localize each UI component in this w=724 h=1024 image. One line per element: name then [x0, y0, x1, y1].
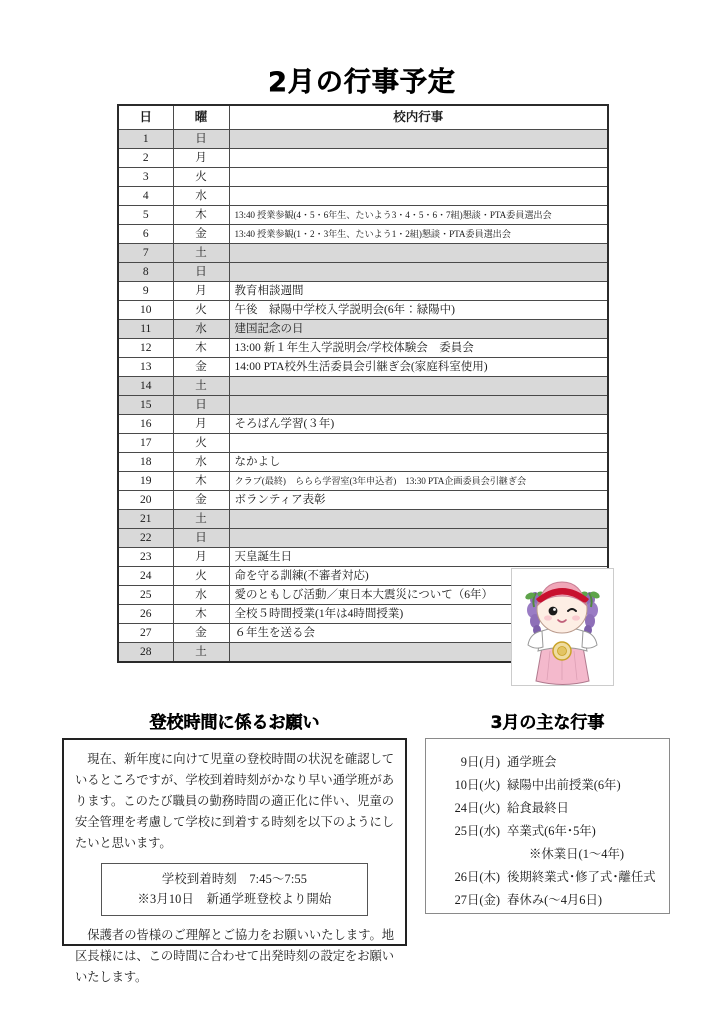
cell-weekday: 土: [173, 510, 229, 529]
march-item-label: 後期終業式･修了式･離任式: [507, 870, 656, 884]
list-item: [426, 843, 669, 866]
table-row: [118, 187, 608, 206]
list-item: [426, 797, 669, 820]
table-row: [118, 358, 608, 377]
list-item: [426, 751, 669, 774]
list-item: [426, 774, 669, 797]
march-item-date: 27日(金): [454, 893, 500, 907]
table-row: [118, 491, 608, 510]
cell-event: [229, 263, 608, 282]
cell-event: ボランティア表彰: [229, 491, 608, 510]
march-item-label: 春休み(〜4月6日): [507, 893, 602, 907]
cell-day: 7: [118, 244, 173, 263]
table-row: [118, 434, 608, 453]
cell-event: 建国記念の日: [229, 320, 608, 339]
arrival-time-callout: [101, 863, 368, 916]
cell-day: 2: [118, 149, 173, 168]
cell-weekday: 日: [173, 263, 229, 282]
cell-event: そろばん学習(３年): [229, 415, 608, 434]
cell-weekday: 日: [173, 130, 229, 149]
cell-event: 午後 緑陽中学校入学説明会(6年：緑陽中): [229, 301, 608, 320]
cell-event: [229, 187, 608, 206]
cell-day: 8: [118, 263, 173, 282]
request-section-box: [62, 738, 407, 984]
march-item-date: 26日(木): [454, 870, 500, 884]
table-row: [118, 168, 608, 187]
cell-event: [229, 529, 608, 548]
cell-weekday: 木: [173, 605, 229, 624]
cell-day: 3: [118, 168, 173, 187]
cell-event: 天皇誕生日: [229, 548, 608, 567]
cell-weekday: 火: [173, 168, 229, 187]
table-row: [118, 244, 608, 263]
cell-event: 全校５時間授業(1年は4時間授業): [229, 605, 608, 624]
cell-event: [229, 377, 608, 396]
table-row: [118, 320, 608, 339]
table-row: [118, 282, 608, 301]
cell-day: 21: [118, 510, 173, 529]
cell-day: 9: [118, 282, 173, 301]
march-item-date: 24日(火): [454, 801, 500, 815]
cell-weekday: 水: [173, 453, 229, 472]
cell-event: [229, 130, 608, 149]
cell-event: [229, 149, 608, 168]
table-row: [118, 206, 608, 225]
cell-event: [229, 168, 608, 187]
arrival-time-text: 学校到着時刻 7:45〜7:55: [161, 872, 308, 886]
cell-day: 11: [118, 320, 173, 339]
cell-day: 15: [118, 396, 173, 415]
march-events-list: [426, 751, 669, 912]
cell-weekday: 火: [173, 434, 229, 453]
march-item-date: 9日(月): [460, 755, 500, 769]
march-item-label: 緑陽中出前授業(6年): [507, 778, 621, 792]
cell-weekday: 月: [173, 548, 229, 567]
column-header-day: 日: [118, 105, 173, 130]
cell-event: 13:40 授業参観(1・2・3年生、たいよう1・2組)懇談・PTA委員選出会: [229, 225, 608, 244]
cell-event: 教育相談週間: [229, 282, 608, 301]
table-row: [118, 415, 608, 434]
cell-event: ６年生を送る会: [229, 624, 608, 643]
list-item: [426, 820, 669, 843]
cell-event: クラブ(最終) ららら学習室(3年申込者) 13:30 PTA企画委員会引継ぎ会: [229, 472, 608, 491]
march-section-heading: 3月の主な行事: [490, 713, 605, 733]
request-section-heading: 登校時間に係るお願い: [149, 713, 320, 733]
march-item-label: 給食最終日: [507, 801, 569, 815]
table-row: [118, 377, 608, 396]
table-row: [118, 472, 608, 491]
cell-day: 19: [118, 472, 173, 491]
cell-weekday: 日: [173, 529, 229, 548]
march-item-label: ※休業日(1〜4年): [529, 847, 624, 861]
cell-weekday: 金: [173, 624, 229, 643]
arrival-start-note: ※3月10日 新通学班登校より開始: [137, 892, 332, 906]
table-row: [118, 130, 608, 149]
cell-day: 14: [118, 377, 173, 396]
table-row: [118, 339, 608, 358]
cell-weekday: 金: [173, 491, 229, 510]
march-item-label: 通学班会: [507, 755, 557, 769]
table-row: [118, 510, 608, 529]
girl-mascot-icon: [511, 568, 614, 686]
cell-event: [229, 244, 608, 263]
table-row: [118, 149, 608, 168]
table-row: [118, 225, 608, 244]
cell-weekday: 火: [173, 567, 229, 586]
cell-weekday: 火: [173, 301, 229, 320]
march-item-date: 10日(火): [454, 778, 500, 792]
cell-day: 4: [118, 187, 173, 206]
cell-weekday: 水: [173, 320, 229, 339]
cell-day: 13: [118, 358, 173, 377]
cell-weekday: 木: [173, 339, 229, 358]
column-header-weekday: 曜: [173, 105, 229, 130]
column-header-event: 校内行事: [229, 105, 608, 130]
cell-day: 12: [118, 339, 173, 358]
cell-weekday: 月: [173, 415, 229, 434]
cell-day: 6: [118, 225, 173, 244]
cell-weekday: 土: [173, 244, 229, 263]
cell-event: 愛のともしび活動／東日本大震災について（6年）: [229, 586, 608, 605]
cell-event: [229, 434, 608, 453]
cell-weekday: 木: [173, 472, 229, 491]
page-title: 2月の行事予定: [268, 67, 456, 98]
cell-day: 28: [118, 643, 173, 663]
table-row: [118, 548, 608, 567]
cell-weekday: 月: [173, 282, 229, 301]
cell-day: 16: [118, 415, 173, 434]
cell-event: [229, 510, 608, 529]
cell-day: 17: [118, 434, 173, 453]
table-row: [118, 263, 608, 282]
cell-weekday: 土: [173, 643, 229, 663]
list-item: [426, 866, 669, 889]
cell-weekday: 月: [173, 149, 229, 168]
cell-event: 命を守る訓練(不審者対応): [229, 567, 608, 586]
cell-day: 27: [118, 624, 173, 643]
table-row: [118, 529, 608, 548]
cell-weekday: 水: [173, 586, 229, 605]
cell-day: 24: [118, 567, 173, 586]
cell-day: 20: [118, 491, 173, 510]
table-row: [118, 301, 608, 320]
table-row: [118, 453, 608, 472]
cell-event: 13:00 新１年生入学説明会/学校体験会 委員会: [229, 339, 608, 358]
cell-day: 22: [118, 529, 173, 548]
cell-day: 1: [118, 130, 173, 149]
request-paragraph-2: 保護者の皆様のご理解とご協力をお願いいたします。地区長様には、この時間に合わせて出発時刻の設定をお願いいたします。: [75, 928, 394, 984]
cell-weekday: 木: [173, 206, 229, 225]
cell-event: [229, 396, 608, 415]
table-header-row: [118, 105, 608, 130]
cell-weekday: 金: [173, 225, 229, 244]
cell-day: 10: [118, 301, 173, 320]
cell-weekday: 土: [173, 377, 229, 396]
march-item-date: 25日(水): [454, 824, 500, 838]
march-events-box: [425, 738, 670, 914]
cell-event: 14:00 PTA校外生活委員会引継ぎ会(家庭科室使用): [229, 358, 608, 377]
cell-weekday: 金: [173, 358, 229, 377]
march-item-label: 卒業式(6年･5年): [507, 824, 596, 838]
cell-event: なかよし: [229, 453, 608, 472]
table-row: [118, 396, 608, 415]
cell-day: 23: [118, 548, 173, 567]
cell-day: 18: [118, 453, 173, 472]
request-paragraph-1: 現在、新年度に向けて児童の登校時間の状況を確認しているところですが、学校到着時刻がかなり早い通学班があります。このたび職員の勤務時間の適正化に伴い、児童の安全管理を考慮して学校に到着する時刻を以下のようにしたいと思います。: [75, 752, 394, 850]
cell-event: 13:40 授業参観(4・5・6年生、たいよう3・4・5・6・7組)懇談・PTA委員選出会: [229, 206, 608, 225]
cell-day: 26: [118, 605, 173, 624]
cell-weekday: 日: [173, 396, 229, 415]
cell-day: 5: [118, 206, 173, 225]
list-item: [426, 889, 669, 912]
cell-weekday: 水: [173, 187, 229, 206]
cell-day: 25: [118, 586, 173, 605]
